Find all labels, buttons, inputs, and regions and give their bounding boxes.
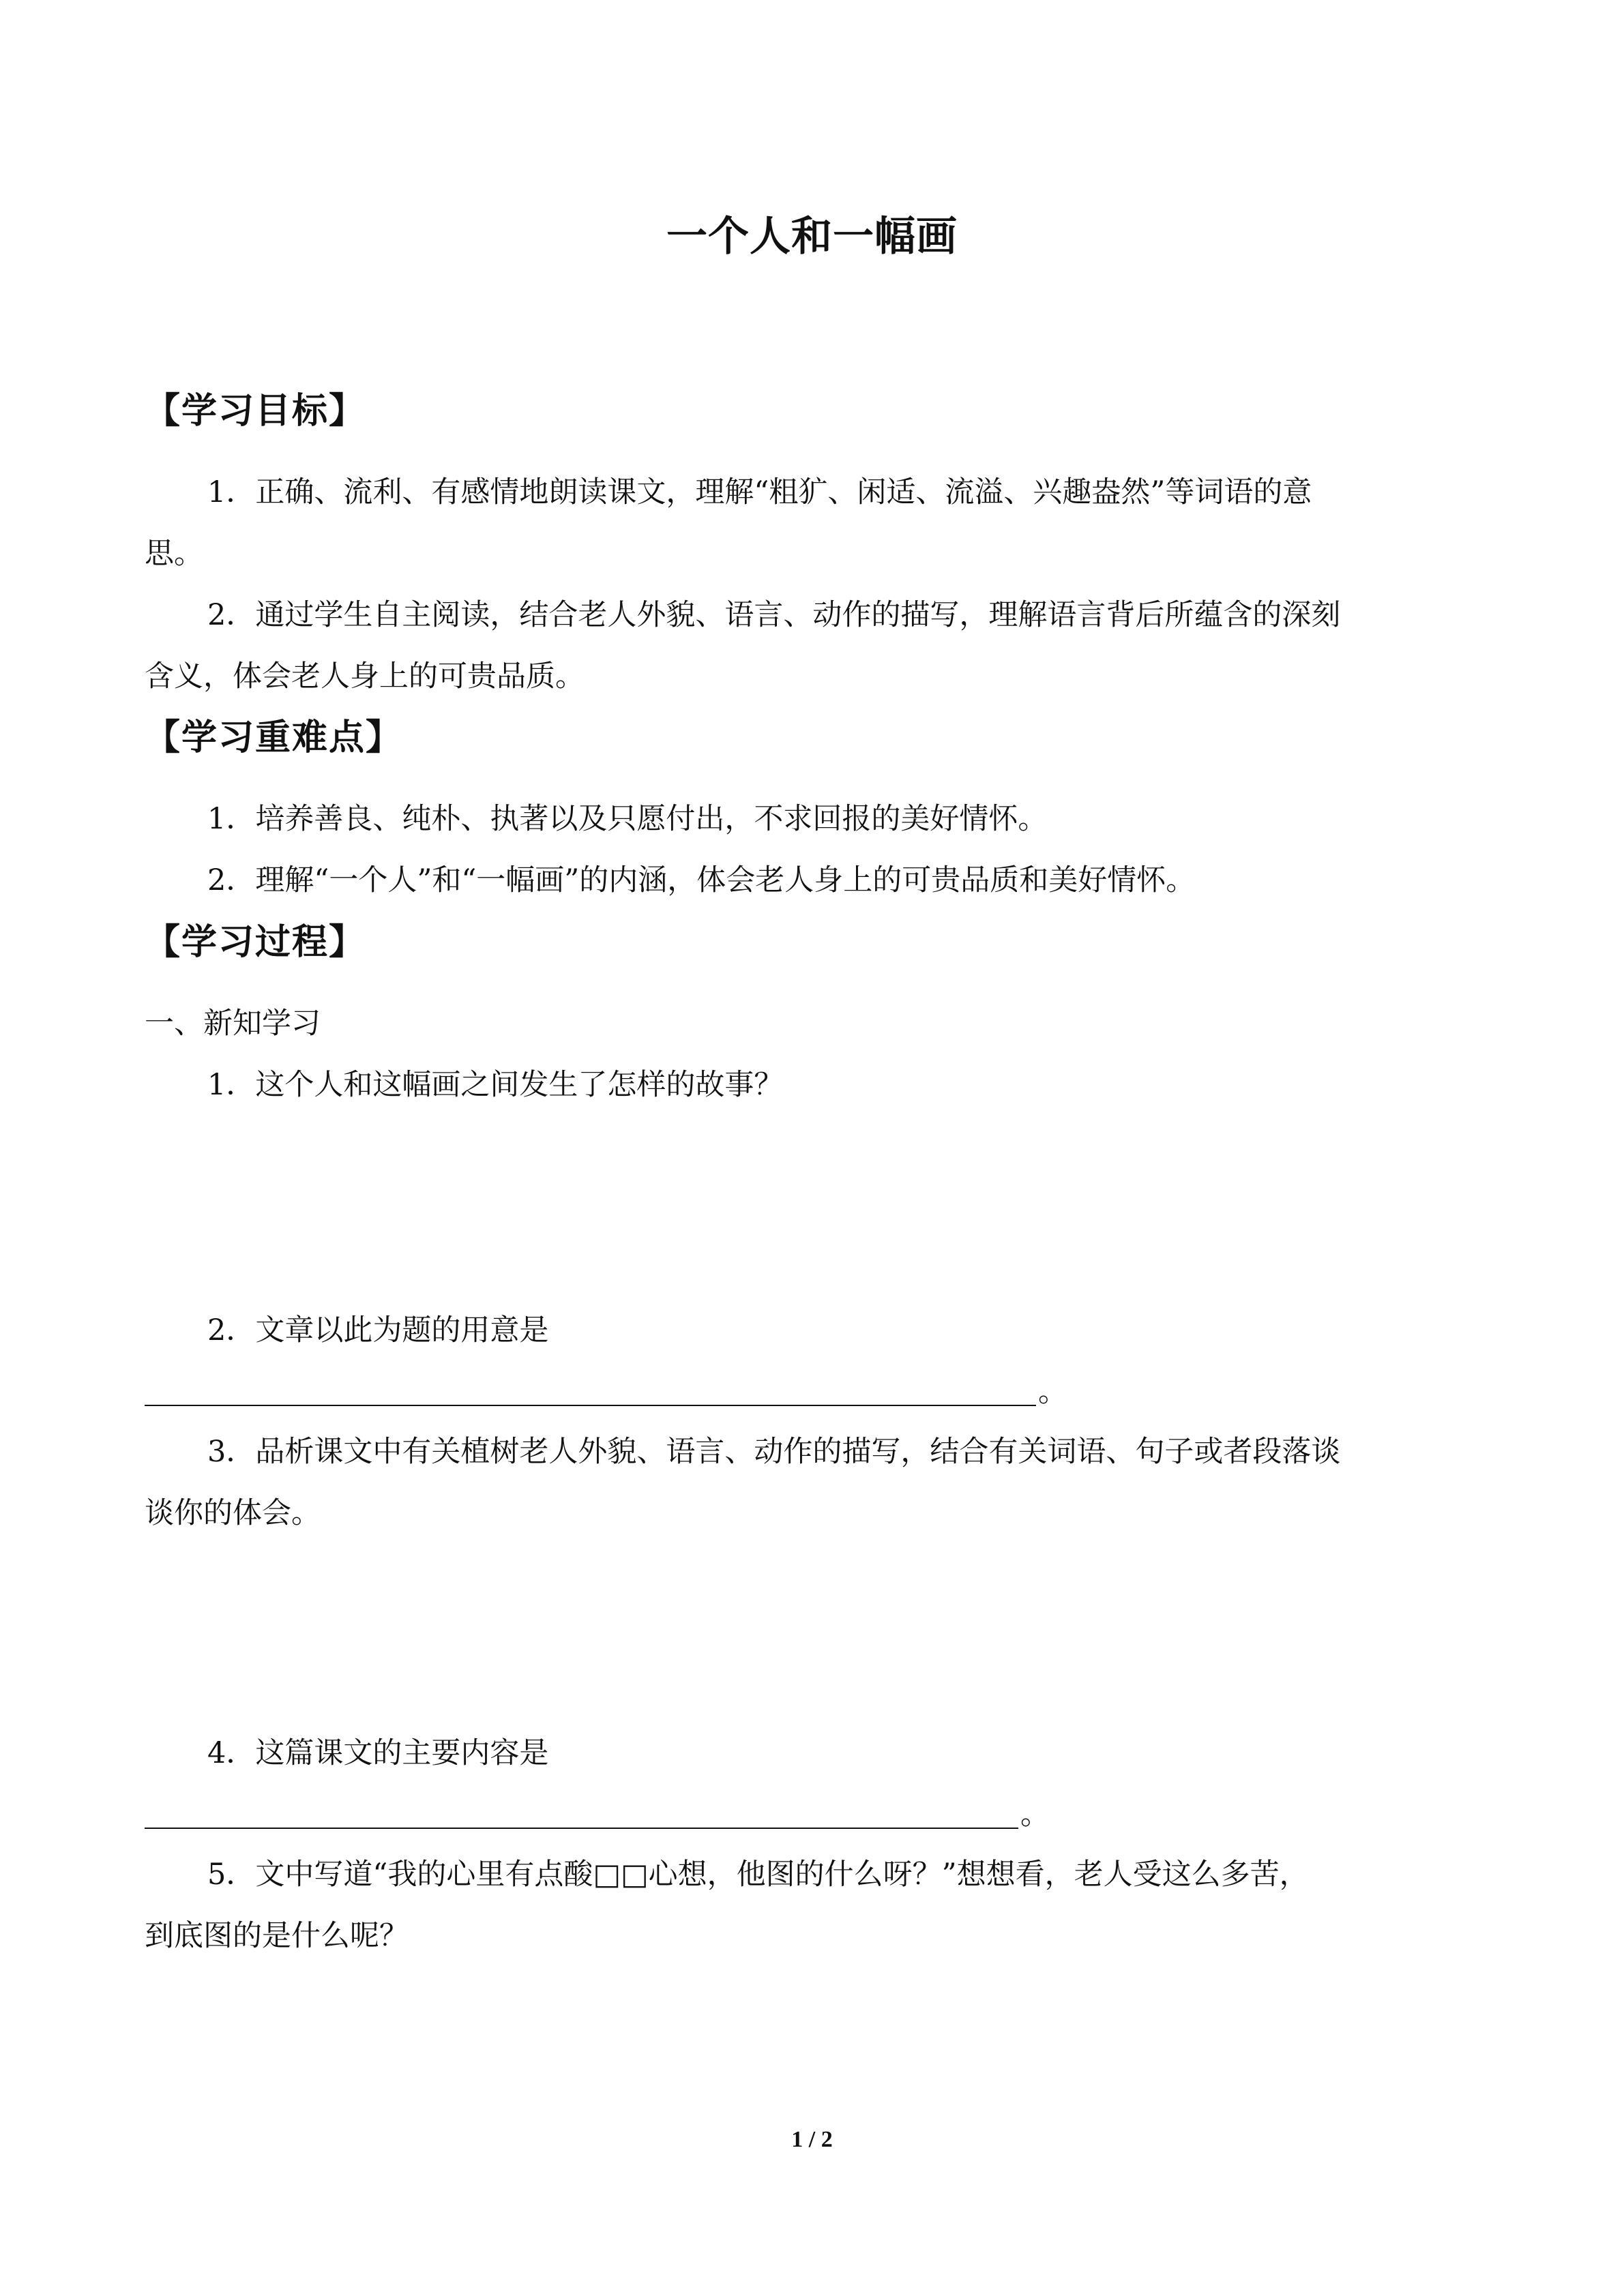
- heading-key-points: 【学习重难点】: [145, 717, 403, 758]
- answer-blank-2[interactable]: [145, 1405, 1036, 1406]
- question-3-line-2: 谈你的体会。: [145, 1496, 321, 1530]
- goal-1-line-1: 1．正确、流利、有感情地朗读课文，理解“粗犷、闲适、流溢、兴趣盎然”等词语的意: [207, 475, 1312, 509]
- question-2: 2．文章以此为题的用意是: [207, 1313, 549, 1347]
- question-5-line-2: 到底图的是什么呢？: [145, 1919, 409, 1953]
- goal-2-line-2: 含义，体会老人身上的可贵品质。: [145, 659, 585, 694]
- question-3-line-1: 3．品析课文中有关植树老人外貌、语言、动作的描写，结合有关词语、句子或者段落谈: [207, 1435, 1341, 1469]
- question-2-end: 。: [1038, 1375, 1067, 1409]
- heading-learning-process: 【学习过程】: [145, 922, 366, 963]
- goal-2-line-1: 2．通过学生自主阅读，结合老人外貌、语言、动作的描写，理解语言背后所蕴含的深刻: [207, 598, 1341, 632]
- key-point-2: 2．理解“一个人”和“一幅画”的内涵，体会老人身上的可贵品质和美好情怀。: [207, 863, 1196, 897]
- page-number: 1 / 2: [791, 2127, 833, 2152]
- subheading-new-knowledge: 一、新知学习: [145, 1007, 321, 1041]
- question-1: 1．这个人和这幅画之间发生了怎样的故事？: [207, 1068, 784, 1102]
- question-4: 4．这篇课文的主要内容是: [207, 1736, 549, 1770]
- heading-learning-goals: 【学习目标】: [145, 391, 366, 432]
- page-title: 一个人和一幅画: [666, 213, 958, 260]
- question-4-end: 。: [1020, 1798, 1050, 1832]
- answer-blank-4[interactable]: [145, 1828, 1018, 1829]
- key-point-1: 1．培养善良、纯朴、执著以及只愿付出，不求回报的美好情怀。: [207, 802, 1048, 836]
- goal-1-line-2: 思。: [145, 537, 203, 571]
- question-5-line-1: 5．文中写道“我的心里有点酸□□心想，他图的什么呀？”想想看，老人受这么多苦，: [207, 1858, 1309, 1892]
